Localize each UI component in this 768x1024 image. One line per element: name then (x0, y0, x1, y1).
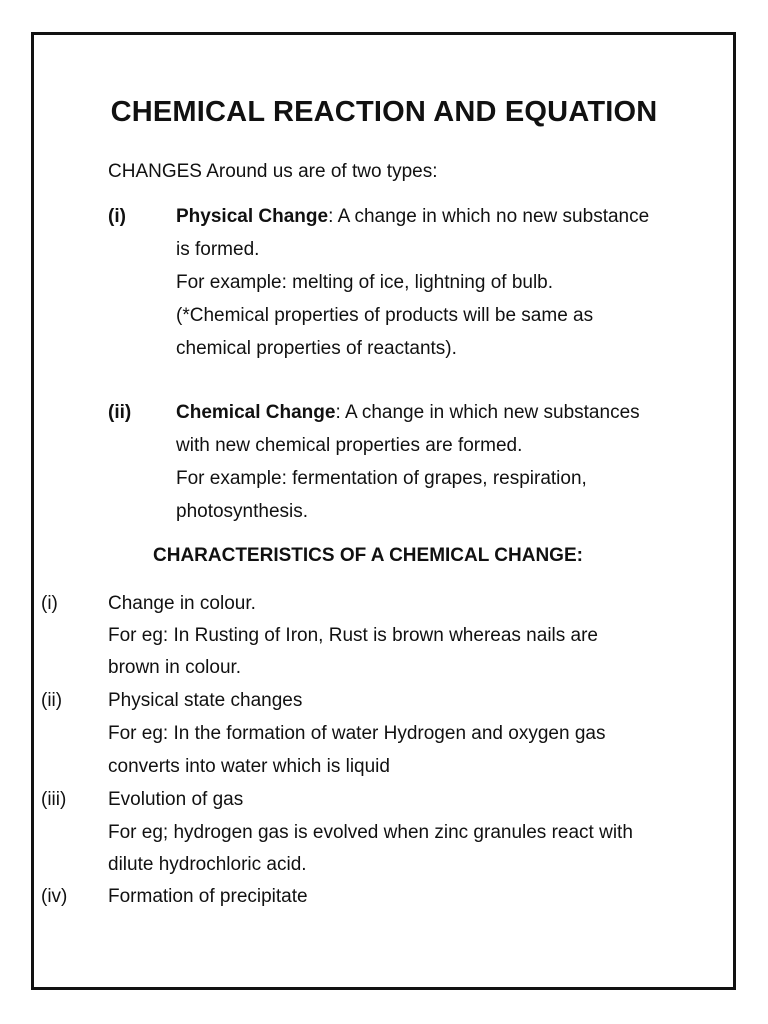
characteristic-detail-cont: dilute hydrochloric acid. (108, 854, 307, 875)
characteristic-detail: For eg: In the formation of water Hydrogen and oxygen gas (108, 723, 606, 744)
characteristic-marker: (iv) (41, 886, 68, 907)
characteristic-text: Change in colour. (108, 593, 256, 614)
physical-change-definition (176, 205, 649, 229)
chemical-change-example: For example: fermentation of grapes, respiration, (176, 468, 587, 489)
document-title: CHEMICAL REACTION AND EQUATION (110, 96, 658, 128)
characteristic-marker: (i) (41, 593, 58, 614)
intro-text: CHANGES Around us are of two types: (108, 161, 438, 182)
physical-change-definition-cont: is formed. (176, 239, 260, 260)
characteristic-text: Physical state changes (108, 690, 303, 711)
physical-change-term: Physical Change (176, 206, 329, 227)
characteristic-marker: (ii) (41, 690, 63, 711)
characteristic-detail: For eg; hydrogen gas is evolved when zinc granules react with (108, 822, 633, 843)
type-marker-chemical: (ii) (108, 402, 132, 423)
physical-change-note: (*Chemical properties of products will be same as (176, 305, 594, 326)
characteristic-detail: For eg: In Rusting of Iron, Rust is brown whereas nails are (108, 625, 599, 646)
chemical-change-definition-cont: with new chemical properties are formed. (176, 435, 523, 456)
physical-change-example: For example: melting of ice, lightning of bulb. (176, 272, 554, 293)
chemical-change-definition (176, 401, 640, 425)
physical-change-note-cont: chemical properties of reactants). (176, 338, 457, 359)
chemical-change-term: Chemical Change (176, 402, 336, 423)
characteristic-text: Evolution of gas (108, 789, 244, 810)
characteristic-detail-cont: converts into water which is liquid (108, 756, 390, 777)
characteristics-heading: CHARACTERISTICS OF A CHEMICAL CHANGE: (153, 545, 583, 566)
type-marker-physical: (i) (108, 206, 126, 227)
chemical-change-definition-text: : A change in which new substances (335, 402, 640, 423)
characteristic-text: Formation of precipitate (108, 886, 308, 907)
characteristic-detail-cont: brown in colour. (108, 657, 242, 678)
physical-change-definition-text: : A change in which no new substance (328, 206, 650, 227)
chemical-change-example-cont: photosynthesis. (176, 501, 309, 522)
characteristic-marker: (iii) (41, 789, 67, 810)
